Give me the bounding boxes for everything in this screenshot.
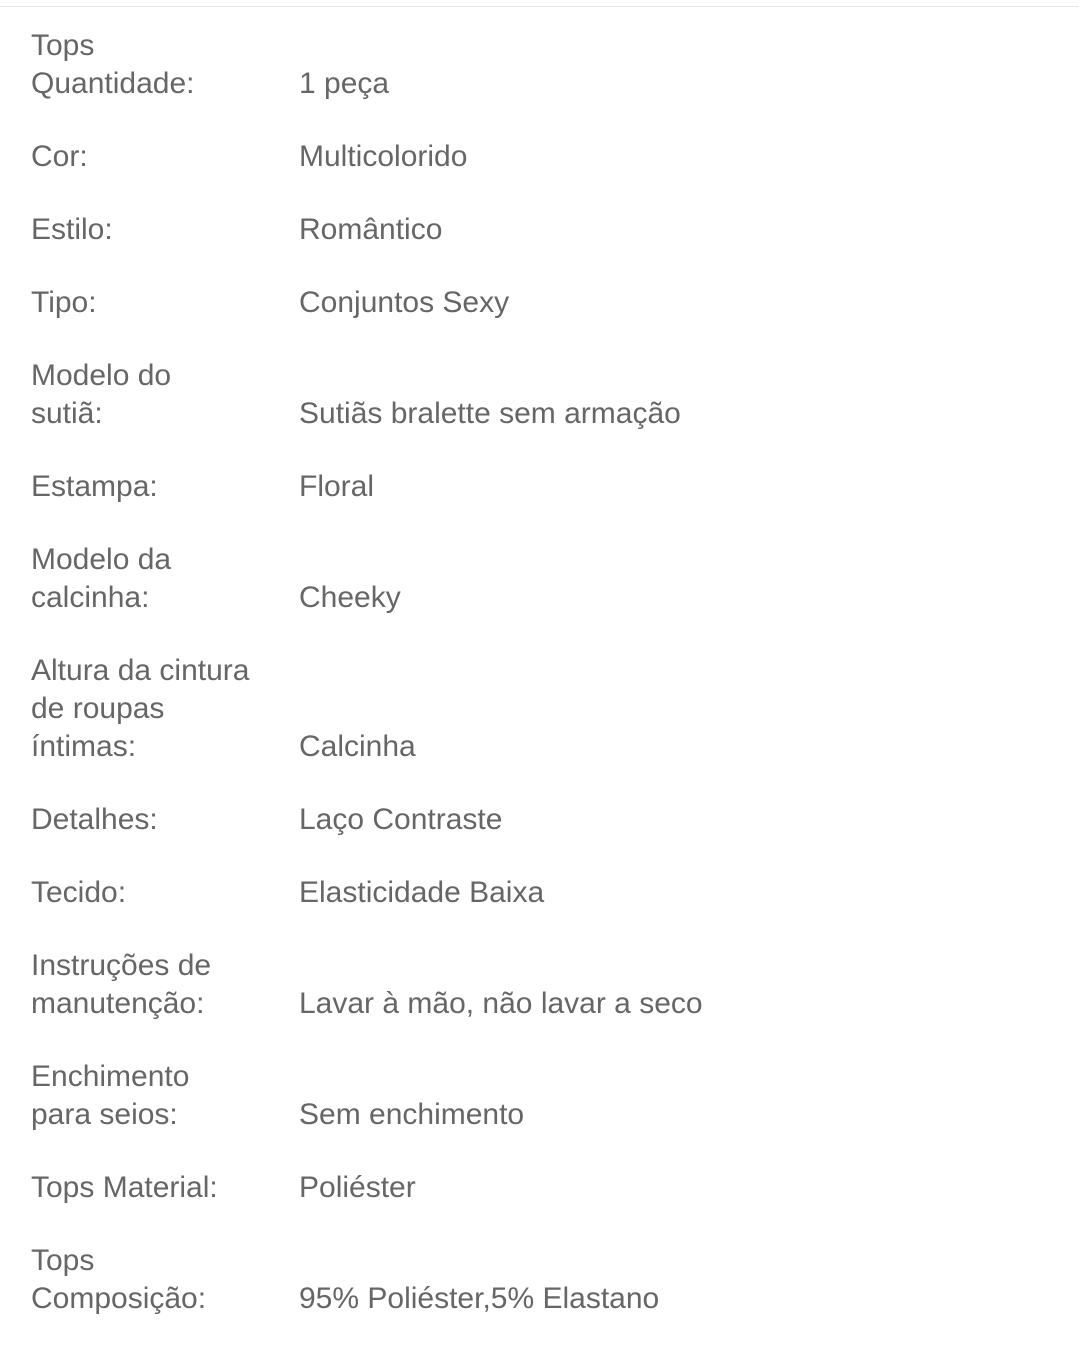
- spec-value: Sutiãs bralette sem armação: [299, 397, 681, 430]
- spec-row-altura-cintura: [31, 652, 1051, 766]
- spec-value: Lavar à mão, não lavar a seco: [299, 987, 703, 1020]
- product-specs-list: [31, 27, 1051, 1353]
- top-divider: [0, 6, 1079, 7]
- spec-row-instrucoes: [31, 947, 1051, 1023]
- spec-label: Tipo:: [31, 286, 97, 319]
- spec-value: Poliéster: [299, 1171, 416, 1204]
- spec-value: Calcinha: [299, 730, 416, 763]
- spec-label: Estampa:: [31, 470, 158, 503]
- spec-label: Tops Quantidade:: [31, 29, 195, 100]
- spec-row-modelo-calcinha: [31, 541, 1051, 617]
- spec-row-cor: [31, 138, 1051, 176]
- spec-row-tecido: [31, 874, 1051, 912]
- spec-row-estampa: [31, 468, 1051, 506]
- spec-row-modelo-sutia: [31, 357, 1051, 433]
- spec-label: Detalhes:: [31, 803, 158, 836]
- spec-value: Cheeky: [299, 581, 401, 614]
- spec-value: Elasticidade Baixa: [299, 876, 545, 909]
- spec-row-quantidade: [31, 27, 1051, 103]
- spec-value: Conjuntos Sexy: [299, 286, 510, 319]
- spec-label: Enchimento para seios:: [31, 1060, 190, 1131]
- spec-value: Sem enchimento: [299, 1098, 525, 1131]
- spec-label: Tops Composição:: [31, 1244, 207, 1315]
- spec-value: Floral: [299, 470, 375, 503]
- spec-value: Laço Contraste: [299, 803, 503, 836]
- spec-row-composicao: [31, 1242, 1051, 1318]
- spec-value: Multicolorido: [299, 140, 468, 173]
- spec-label: Tecido:: [31, 876, 127, 909]
- spec-row-estilo: [31, 211, 1051, 249]
- spec-value: 1 peça: [299, 67, 390, 100]
- spec-label: Modelo da calcinha:: [31, 543, 172, 614]
- spec-label: Estilo:: [31, 213, 113, 246]
- spec-label: Instruções de manutenção:: [31, 949, 212, 1020]
- spec-label: Cor:: [31, 140, 88, 173]
- spec-value: Romântico: [299, 213, 443, 246]
- spec-row-material: [31, 1169, 1051, 1207]
- spec-row-detalhes: [31, 801, 1051, 839]
- spec-label: Modelo do sutiã:: [31, 359, 172, 430]
- spec-row-tipo: [31, 284, 1051, 322]
- spec-value: 95% Poliéster,5% Elastano: [299, 1282, 660, 1315]
- spec-label: Altura da cintura de roupas íntimas:: [31, 654, 250, 763]
- spec-label: Tops Material:: [31, 1171, 218, 1204]
- spec-row-enchimento: [31, 1058, 1051, 1134]
